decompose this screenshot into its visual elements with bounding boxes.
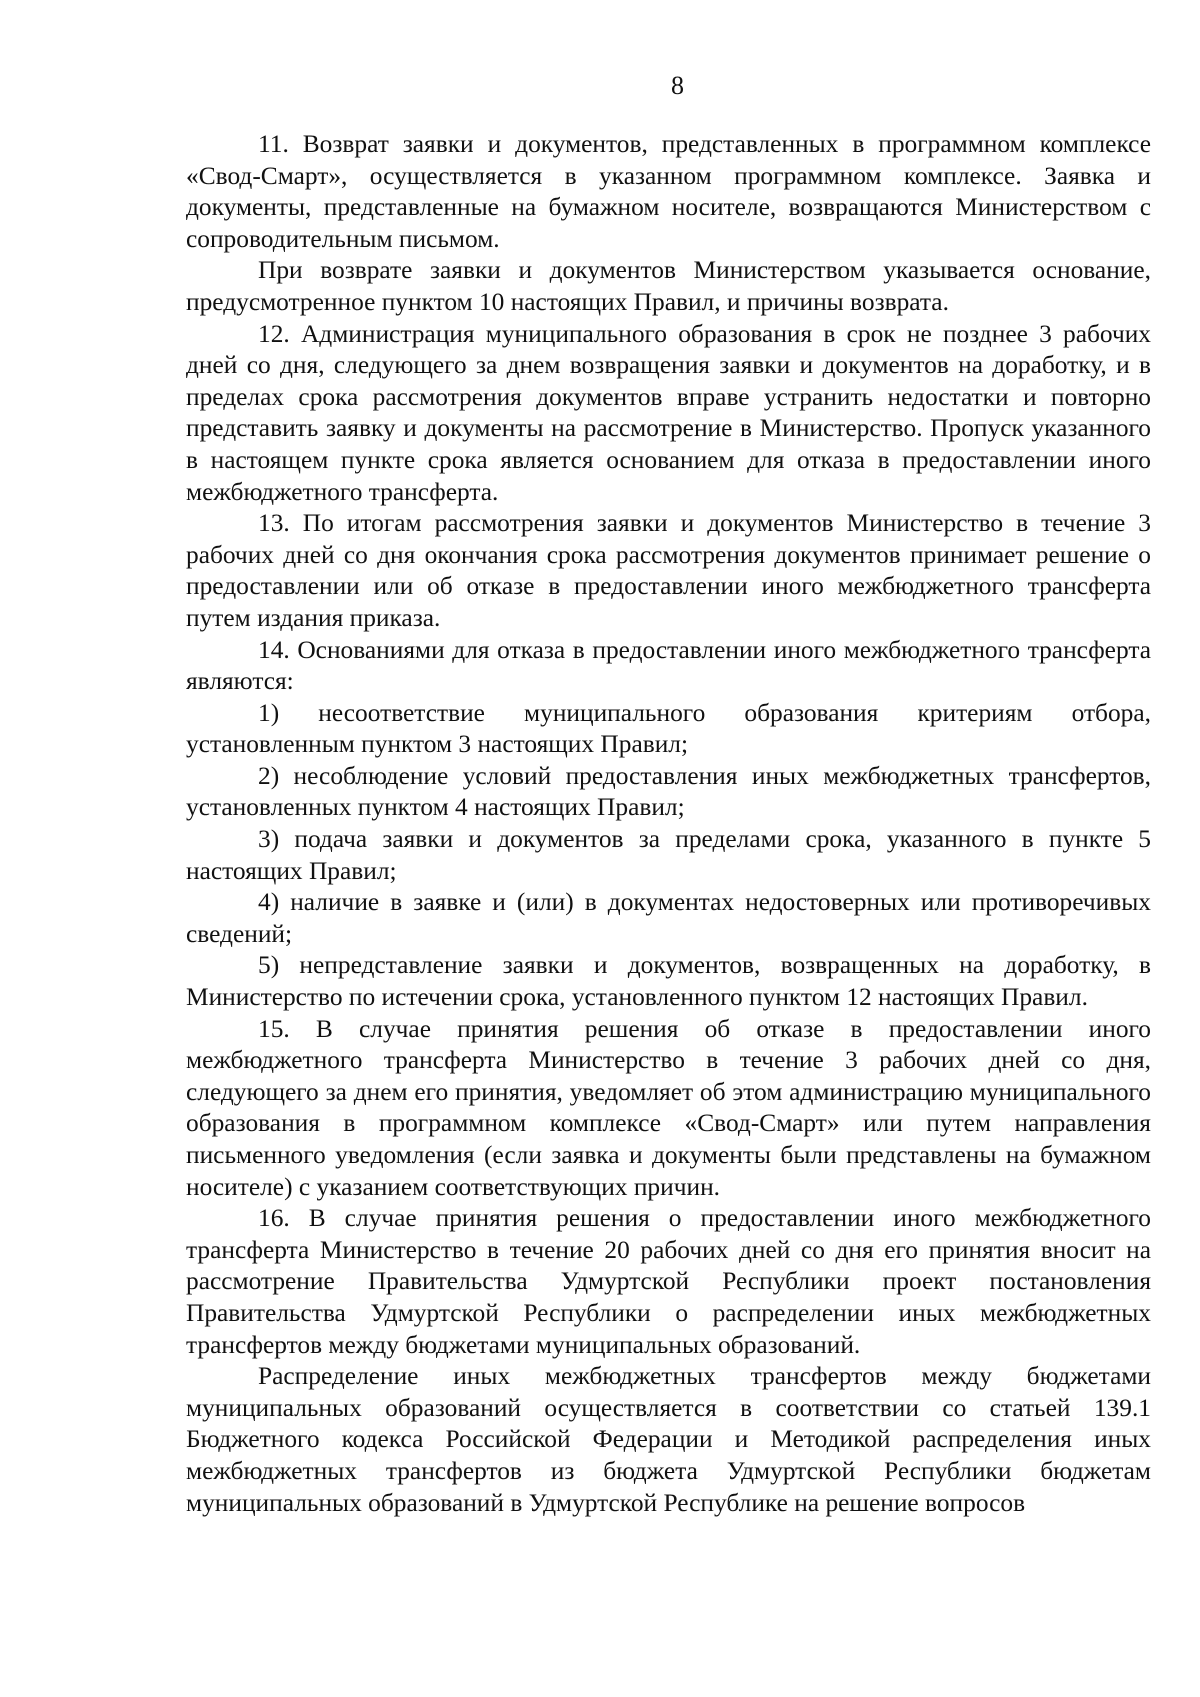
paragraph-13-decision: 13. По итогам рассмотрения заявки и документов Министерство в течение 3 рабочих дней со дня окончания срока рассмотрения документов принимает решение о предоставлении или об отказе в предоставлении иного межбюджетного трансферта путем издания приказа. <box>186 509 1151 632</box>
paragraph-12-resubmission: 12. Администрация муниципального образования в срок не позднее 3 рабочих дней со дня, следующего за днем возвращения заявки и документов на доработку, и в пределах срока рассмотрения документов вправе устранить недостатки и повторно представить заявку и документы на рассмотрение в Министерство. Пропуск указанного в настоящем пункте срока является основанием для отказа в предоставлении иного межбюджетного трансферта. <box>186 319 1151 506</box>
paragraph-14-refusal-grounds: 14. Основаниями для отказа в предоставлении иного межбюджетного трансферта являются: <box>186 635 1151 696</box>
paragraph-15-refusal-notice: 15. В случае принятия решения об отказе в предоставлении иного межбюджетного трансферта Министерство в течение 3 рабочих дней со дня, следующего за днем его принятия, уведомляет об этом администрацию муниципального образования в программном комплексе «Свод-Смарт» или путем направления письменного уведомления (если заявка и документы были представлены на бумажном носителе) с указанием соответствующих причин. <box>186 1014 1151 1201</box>
list-item-4: 4) наличие в заявке и (или) в документах недостоверных или противоречивых сведений; <box>186 888 1151 948</box>
document-body <box>186 129 1151 1519</box>
list-item-2: 2) несоблюдение условий предоставления иных межбюджетных трансфертов, установленных пунктом 4 настоящих Правил; <box>186 761 1151 822</box>
paragraph-16-approval: 16. В случае принятия решения о предоставлении иного межбюджетного трансферта Министерство в течение 20 рабочих дней со дня его принятия вносит на рассмотрение Правительства Удмуртской Республики проект постановления Правительства Удмуртской Республики о распределении иных межбюджетных трансфертов между бюджетами муниципальных образований. <box>186 1204 1151 1359</box>
paragraph-distribution: Распределение иных межбюджетных трансфертов между бюджетами муниципальных образований осуществляется в соответствии со статьей 139.1 Бюджетного кодекса Российской Федерации и Методикой распределения иных межбюджетных трансфертов из бюджета Удмуртской Республики бюджетам муниципальных образований в Удмуртской Республике на решение вопросов <box>186 1362 1151 1517</box>
list-item-5: 5) непредставление заявки и документов, возвращенных на доработку, в Министерство по истечении срока, установленного пунктом 12 настоящих Правил. <box>186 951 1151 1012</box>
paragraph-return-basis: При возврате заявки и документов Министерством указывается основание, предусмотренное пунктом 10 настоящих Правил, и причины возврата. <box>186 256 1151 316</box>
paragraph-11-return: 11. Возврат заявки и документов, представленных в программном комплексе «Свод-Смарт», осуществляется в указанном программном комплексе. Заявка и документы, представленные на бумажном носителе, возвращаются Министерством с сопроводительным письмом. <box>186 130 1151 253</box>
page-number: 8 <box>671 71 684 100</box>
list-item-3: 3) подача заявки и документов за пределами срока, указанного в пункте 5 настоящих Правил; <box>186 825 1151 885</box>
list-item-1: 1) несоответствие муниципального образования критериям отбора, установленным пунктом 3 настоящих Правил; <box>186 698 1151 759</box>
